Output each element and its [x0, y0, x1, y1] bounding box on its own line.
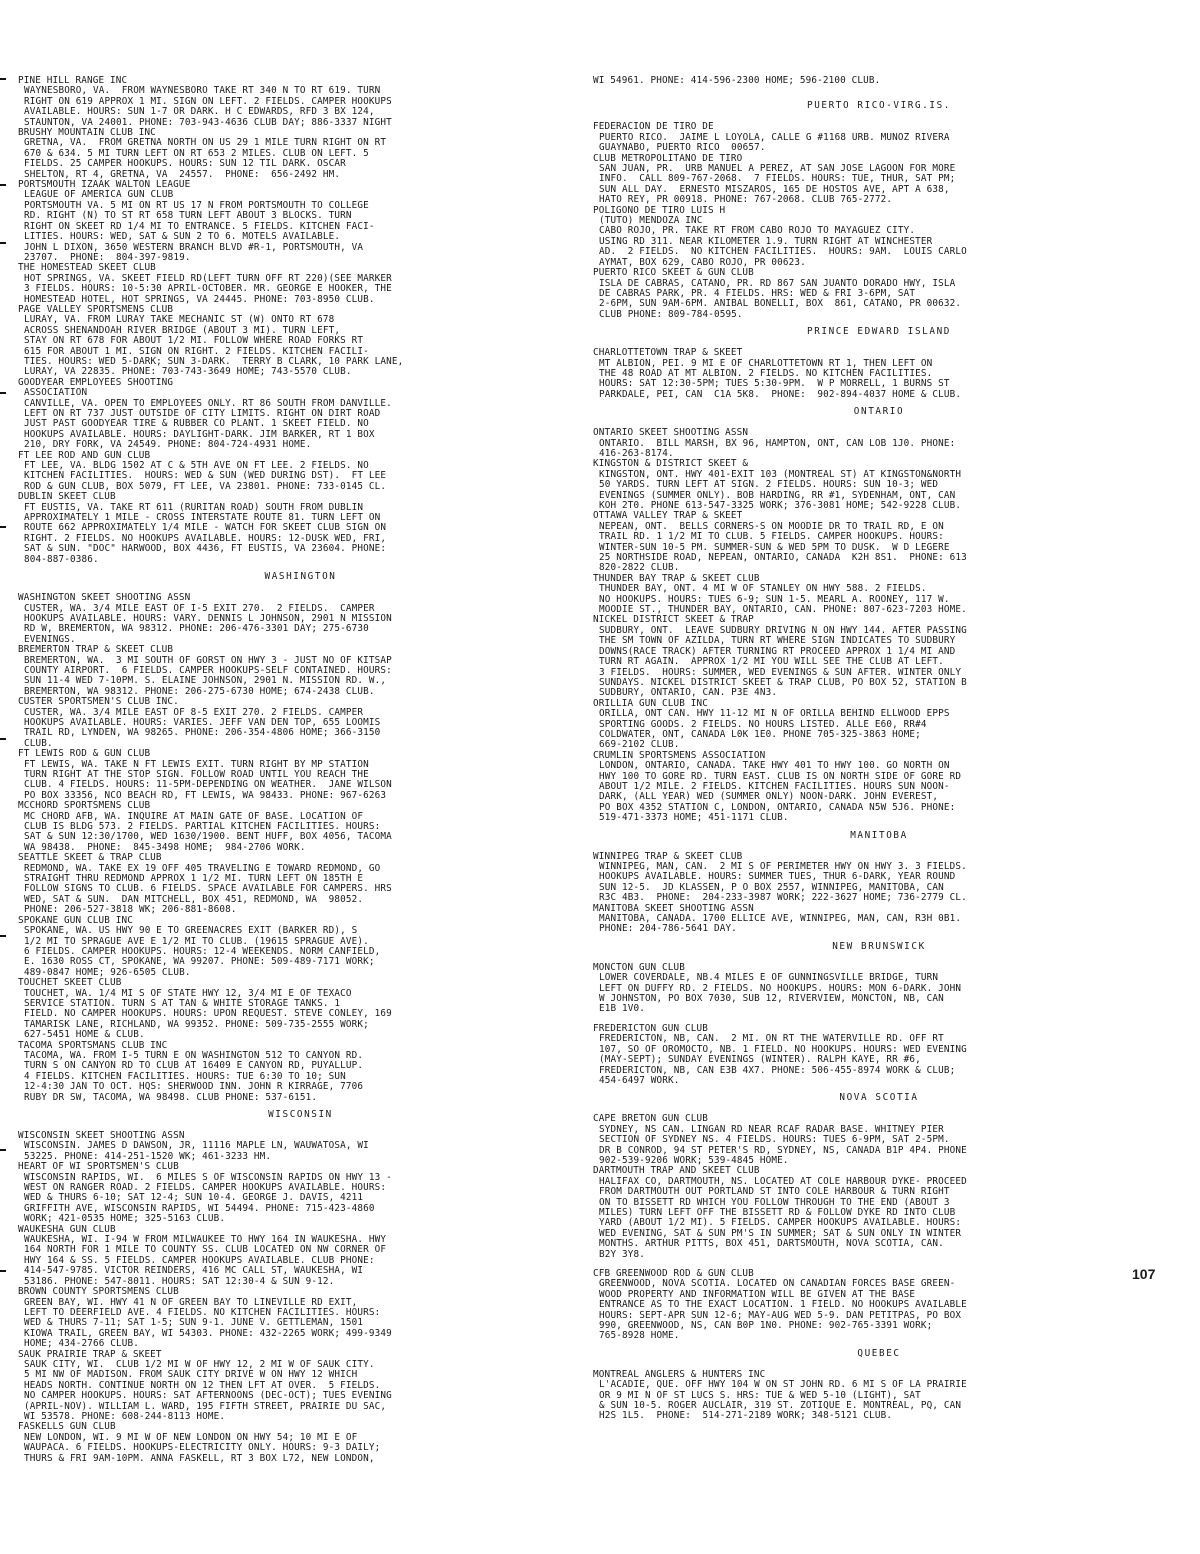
club-details: TACOMA, WA. FROM I-5 TURN E ON WASHINGTON 512 TO CANYON RD. TURN S ON CANYON RD TO CLUB AT 16409 E CANYON RD, PUYALLUP. 4 FIELDS. KITCHEN FACILITIES. HOURS: TUE 6:30 TO 10; SUN 12-4:30 JAN TO OCT. HQS: SHERWOOD INN. JOHN R KIRRAGE, 7706 RUBY DR SW, TACOMA, WA 98498. CLUB PHONE: 537-6151.: [24, 1049, 364, 1103]
club-name: OTTAWA VALLEY TRAP & SKEET: [593, 510, 743, 522]
club-name: SEATTLE SKEET & TRAP CLUB: [18, 852, 162, 864]
club-entry: [593, 268, 1165, 320]
club-name: PAGE VALLEY SPORTSMENS CLUB: [18, 303, 174, 315]
club-entry: [593, 1370, 1165, 1422]
club-name: PORTSMOUTH IZAAK WALTON LEAGUE: [18, 179, 191, 191]
club-name: SAUK PRAIRIE TRAP & SKEET: [18, 1348, 162, 1360]
club-entry: [18, 801, 583, 853]
club-entry: [18, 492, 583, 565]
section-heading: QUEBEC: [857, 1347, 901, 1359]
margin-mark: [0, 392, 6, 394]
margin-mark: [0, 738, 6, 740]
club-name: FT LEE ROD AND GUN CLUB: [18, 449, 151, 461]
club-details: CUSTER, WA. 3/4 MILE EAST OF 8-5 EXIT 270. 2 FIELDS. CAMPER HOOKUPS AVAILABLE. HOURS: VARIES. JEFF VAN DEN TOP, 655 LOOMIS TRAIL RD, LYNDEN, WA 98265. PHONE: 206-354-4806 HOME; 366-3150 CLUB.: [24, 706, 381, 749]
club-entry: [593, 574, 1165, 616]
club-details: MT ALBION, PEI. 9 MI E OF CHARLOTTETOWN RT 1, THEN LEFT ON THE 48 ROAD AT MT ALBION. 2 FIELDS. NO KITCHEN FACILITIES. HOURS: SAT 12:30-5PM; TUES 5:30-9PM. W P MORRELL, 1 BURNS ST PARKDALE, PEI, CAN C1A 5K8. PHONE: 902-894-4037 HOME & CLUB.: [599, 357, 962, 400]
club-name: HEART OF WI SPORTSMEN'S CLUB: [18, 1161, 179, 1173]
club-details: HALIFAX CO, DARTMOUTH, NS. LOCATED AT COLE HARBOUR DYKE- PROCEED FROM DARTMOUTH OUT PORTLAND ST INTO COLE HARBOUR & TURN RIGHT ON TO BISSETT RD WHICH YOU FOLLOW THROUGH TO THE END (ABOUT 3 MILES) TURN LEFT OFF THE BISSETT RD & FOLLOW DYKE RD INTO CLUB YARD (ABOUT 1/2 MI). 5 FIELDS. CAMPER HOOKUPS AVAILABLE. HOURS: WED EVENING, SAT & SUN PM'S IN SUMMER; SAT & SUN ONLY IN WINTER MONTHS. ARTHUR PITTS, BOX 451, DARTSMOUTH, NOVA SCOTIA, CAN. B2Y 3Y8.: [599, 1175, 967, 1260]
left-column: [18, 76, 583, 1464]
section-heading: PRINCE EDWARD ISLAND: [807, 326, 951, 338]
club-entry: [593, 904, 1165, 935]
club-details: ISLA DE CABRAS, CATANO, PR. RD 867 SAN JUANTO DORADO HWY, ISLA DE CABRAS PARK, PR. 4 FIELDS. HRS: WED & FRI 3-6PM, SAT 2-6PM, SUN 9AM-6PM. ANIBAL BONELLI, BOX 861, CATANO, PR 00632. CLUB PHONE: 809-784-0595.: [599, 277, 962, 320]
club-details: GREEN BAY, WI. HWY 41 N OF GREEN BAY TO LINEVILLE RD EXIT, LEFT TO DEERFIELD AVE. 4 FIELDS. NO KITCHEN FACILITIES. HOURS: WED & THURS 7-11; SAT 1-5; SUN 9-1. JUNE V. GETTLEMAN, 1501 KIOWA TRAIL, GREEN BAY, WI 54303. PHONE: 432-2265 WORK; 499-9349 HOME; 434-2766 CLUB.: [24, 1296, 392, 1350]
club-entry: [18, 697, 583, 749]
club-details: ORILLA, ONT CAN. HWY 11-12 MI N OF ORILLA BEHIND ELLWOOD EPPS SPORTING GOODS. 2 FIELDS. NO HOURS LISTED. ALLE E60, RR#4 COLDWATER, ONT, CANADA L0K 1E0. PHONE 705-325-3863 HOME; 669-2102 CLUB.: [599, 708, 950, 751]
club-name: BROWN COUNTY SPORTSMENS CLUB: [18, 1286, 179, 1298]
club-name: PUERTO RICO SKEET & GUN CLUB: [593, 267, 754, 279]
club-details: FT EUSTIS, VA. TAKE RT 611 (RURITAN ROAD) SOUTH FROM DUBLIN APPROXIMATELY 1 MILE - CROSS INTERSTATE ROUTE 81. TURN LEFT ON ROUTE 662 APPROXIMATELY 1/4 MILE - WATCH FOR SKEET CLUB SIGN ON RIGHT. 2 FIELDS. NO HOOKUPS AVAILABLE. HOURS: 12-DUSK WED, FRI, SAT & SUN. "DOC" HARWOOD, BOX 4436, FT EUSTIS, VA 23604. PHONE: 804-887-0386.: [24, 501, 387, 565]
club-name: MCCHORD SPORTSMENS CLUB: [18, 800, 151, 812]
club-details: WAUKESHA, WI. I-94 W FROM MILWAUKEE TO HWY 164 IN WAUKESHA. HWY 164 NORTH FOR 1 MILE TO COUNTY SS. CLUB LOCATED ON NW CORNER OF HWY 164 & SS. 5 FIELDS. CAMPER HOOKUPS AVAILABLE. CLUB PHONE: 414-547-9785. VICTOR REINDERS, 416 MC CALL ST, WAUKESHA, WI 53186. PHONE: 547-8011. HOURS: SAT 12:30-4 & SUN 9-12.: [24, 1234, 387, 1287]
club-entry: [593, 751, 1165, 824]
club-name: FASKELLS GUN CLUB: [18, 1421, 116, 1433]
margin-mark: [0, 78, 6, 80]
margin-mark: [0, 1149, 6, 1151]
club-name: CUSTER SPORTSMEN'S CLUB INC.: [18, 696, 179, 708]
club-name: WASHINGTON SKEET SHOOTING ASSN: [18, 592, 191, 604]
section-heading: NOVA SCOTIA: [839, 1092, 919, 1104]
club-name: WINNIPEG TRAP & SKEET CLUB: [593, 850, 743, 862]
club-details: (TUTO) MENDOZA INC CABO ROJO, PR. TAKE RT FROM CABO ROJO TO MAYAGUEZ CITY. USING RD 311. NEAR KILOMETER 1.9. TURN RIGHT AT WINCHESTER AD. 2 FIELDS. NO KITCHEN FACILITIES. HOURS: 9AM. LOUIS CARLO AYMAT, BOX 629, CABO ROJO, PR 00623.: [599, 215, 967, 268]
club-entry: [593, 511, 1165, 573]
section-heading: WASHINGTON: [264, 571, 337, 583]
club-entry: [18, 916, 583, 978]
section-heading: ONTARIO: [853, 406, 905, 418]
club-details: SUDBURY, ONT. LEAVE SUDBURY DRIVING N ON HWY 144. AFTER PASSING THE SM TOWN OF AZILDA, TURN RT WHERE SIGN INDICATES TO SUDBURY DOWNS(RACE TRACK) AFTER TURNING RT PROCEED APPROX 1 1/4 MI AND TURN RT AGAIN. APPROX 1/2 MI YOU WILL SEE THE CLUB AT LEFT. 3 FIELDS. HOURS: SUMMER, WED EVENINGS & SUN AFTER. WINTER ONLY SUNDAYS. NICKEL DISTRICT SKEET & TRAP CLUB, PO BOX 52, STATION B SUDBURY, ONTARIO, CAN. P3E 4N3.: [599, 624, 967, 699]
club-entry: [18, 593, 583, 645]
club-entry: [18, 378, 583, 451]
club-name: THUNDER BAY TRAP & SKEET CLUB: [593, 572, 760, 584]
club-entry: [593, 615, 1165, 698]
club-entry: [593, 122, 1165, 153]
club-details: MC CHORD AFB, WA. INQUIRE AT MAIN GATE OF BASE. LOCATION OF CLUB IS BLDG 573. 2 FIELDS. PARTIAL KITCHEN FACILITIES. HOURS: SAT & SUN 12:30/1700, WED 1630/1900. BENT HUFF, BOX 4056, TACOMA WA 98438. PHONE: 845-3498 HOME; 984-2706 WORK.: [24, 810, 392, 853]
club-entry: [18, 451, 583, 493]
club-name: DUBLIN SKEET CLUB: [18, 491, 116, 503]
club-name: CHARLOTTETOWN TRAP & SKEET: [593, 347, 743, 359]
club-name: CAPE BRETON GUN CLUB: [593, 1113, 708, 1125]
club-entry: [593, 852, 1165, 904]
club-details: WAYNESBORO, VA. FROM WAYNESBORO TAKE RT 340 N TO RT 619. TURN RIGHT ON 619 APPROX 1 MI. SIGN ON LEFT. 2 FIELDS. CAMPER HOOKUPS AVAILABLE. HOURS: SUN 1-7 OR DARK. H C EDWARDS, RFD 3 BX 124, STAUNTON, VA 24001. PHONE: 703-943-4636 CLUB DAY; 886-3337 NIGHT: [24, 85, 392, 128]
margin-mark: [0, 526, 6, 528]
section-heading: PUERTO RICO-VIRG.IS.: [807, 100, 951, 112]
club-details: SYDNEY, NS CAN. LINGAN RD NEAR RCAF RADAR BASE. WHITNEY PIER SECTION OF SYDNEY NS. 4 FIELDS. HOURS: TUES 6-9PM, SAT 2-5PM. DR B CONROD, 94 ST PETER'S RD, SYDNEY, NS, CANADA B1P 4P4. PHONE 902-539-9206 WORK; 539-4845 HOME.: [599, 1123, 967, 1166]
club-details: GREENWOOD, NOVA SCOTIA. LOCATED ON CANADIAN FORCES BASE GREEN- WOOD PROPERTY AND INFORMATION WILL BE GIVEN AT THE BASE ENTRANCE AS TO THE EXACT LOCATION. 1 FIELD. NO HOOKUPS AVAILABLE HOURS: SEPT-APR SUN 12-6; MAY-AUG WED 5-9. DAN PETITPAS, PO BOX 990, GREENWOOD, NS, CAN B0P 1N0. PHONE: 902-765-3391 WORK; 765-8928 HOME.: [599, 1278, 967, 1342]
club-details: REDMOND, WA. TAKE EX 19 OFF 405 TRAVELING E TOWARD REDMOND, GO STRAIGHT THRU REDMOND APPROX 1 1/2 MI. TURN LEFT ON 185TH E FOLLOW SIGNS TO CLUB. 6 FIELDS. SPACE AVAILABLE FOR CAMPERS. HRS WED, SAT & SUN. DAN MITCHELL, BOX 451, REDMOND, WA 98052. PHONE: 206-527-3818 WK; 206-881-8608.: [24, 862, 392, 916]
margin-mark: [0, 184, 6, 186]
club-entry: [18, 1041, 583, 1103]
club-name: BREMERTON TRAP & SKEET CLUB: [18, 644, 174, 656]
club-name: WISCONSIN SKEET SHOOTING ASSN: [18, 1130, 185, 1141]
section-heading: WISCONSIN: [268, 1109, 333, 1120]
club-details: TOUCHET, WA. 1/4 MI S OF STATE HWY 12, 3/4 MI E OF TEXACO SERVICE STATION. TURN S AT TAN & WHITE STORAGE TANKS. 1 FIELD. NO CAMPER HOOKUPS. HOURS: UPON REQUEST. STEVE CONLEY, 169 TAMARISK LANE, RICHLAND, WA 99352. PHONE: 509-735-2555 WORK; 627-5451 HOME & CLUB.: [24, 987, 392, 1041]
margin-mark: [0, 1270, 6, 1272]
club-details: CUSTER, WA. 3/4 MILE EAST OF I-5 EXIT 270. 2 FIELDS. CAMPER HOOKUPS AVAILABLE. HOURS: VARY. DENNIS L JOHNSON, 2901 N MISSION RD W, BREMERTON, WA 98312. PHONE: 206-476-3301 DAY; 275-6730 EVENINGS.: [24, 602, 392, 645]
club-name: FREDERICTON GUN CLUB: [593, 1022, 708, 1034]
club-entry: [18, 1225, 583, 1287]
club-entry: [593, 1114, 1165, 1166]
club-entry: [18, 1287, 583, 1349]
club-entry: [18, 128, 583, 180]
club-entry: [18, 1162, 583, 1224]
club-details: FT LEE, VA. BLDG 1502 AT C & 5TH AVE ON FT LEE. 2 FIELDS. NO KITCHEN FACILITIES. HOURS: WED & SUN (WED DURING DST). FT LEE ROD & GUN CLUB, BOX 5079, FT LEE, VA 23801. PHONE: 733-0145 CL.: [24, 460, 387, 492]
club-details: KINGSTON, ONT. HWY 401-EXIT 103 (MONTREAL ST) AT KINGSTON&NORTH 50 YARDS. TURN LEFT AT SIGN. 2 FIELDS. HOURS: SUN 10-3; WED EVENINGS (SUMMER ONLY). BOB HARDING, RR #1, SYDENHAM, ONT, CAN KOH 2T0. PHONE 613-547-3325 WORK; 376-3081 HOME; 542-9228 CLUB.: [599, 468, 962, 511]
club-details: SAN JUAN, PR. URB MANUEL A PEREZ, AT SAN JOSE LAGOON FOR MORE INFO. CALL 809-767-2068. 7 FIELDS. HOURS: TUE, THUR, SAT PM; SUN ALL DAY. ERNESTO MISZAROS, 165 DE HOSTOS AVE, APT A 638, HATO REY, PR 00918. PHONE: 767-2068. CLUB 765-2772.: [599, 163, 956, 206]
margin-mark: [0, 242, 6, 244]
club-name: GOODYEAR EMPLOYEES SHOOTING: [18, 376, 174, 388]
club-name: MONTREAL ANGLERS & HUNTERS INC: [593, 1368, 766, 1380]
club-details: BREMERTON, WA. 3 MI SOUTH OF GORST ON HWY 3 - JUST NO OF KITSAP COUNTY AIRPORT. 6 FIELDS. CAMPER HOOKUPS-SELF CONTAINED. HOURS: SUN 11-4 WED 7-10PM. S. ELAINE JOHNSON, 2901 N. MISSION RD. W., BREMERTON, WA 98312. PHONE: 206-275-6730 HOME; 674-2438 CLUB.: [24, 654, 392, 697]
club-name: SPOKANE GUN CLUB INC: [18, 914, 133, 926]
club-details: WINNIPEG, MAN, CAN. 2 MI S OF PERIMETER HWY ON HWY 3. 3 FIELDS. HOOKUPS AVAILABLE. HOURS: SUMMER TUES, THUR 6-DARK, YEAR ROUND SUN 12-5. JD KLASSEN, P O BOX 2557, WINNIPEG, MANITOBA, CAN R3C 4B3. PHONE: 204-233-3987 WORK; 222-3627 HOME; 736-2779 CL.: [599, 861, 967, 904]
club-entry: [593, 154, 1165, 206]
club-name: KINGSTON & DISTRICT SKEET &: [593, 458, 749, 470]
club-entry: [18, 853, 583, 915]
section-heading: MANITOBA: [850, 829, 908, 841]
club-name: POLIGONO DE TIRO LUIS H: [593, 204, 726, 216]
club-details: NEW LONDON, WI. 9 MI W OF NEW LONDON ON HWY 54; 10 MI E OF WAUPACA. 6 FIELDS. HOOKUPS-ELECTRICITY ONLY. HOURS: 9-3 DAILY; THURS & FRI 9AM-10PM. ANNA FASKELL, RT 3 BOX L72, NEW LONDON,: [24, 1431, 381, 1464]
club-entry: [18, 978, 583, 1040]
club-entry: [593, 1024, 1165, 1086]
club-details: NEPEAN, ONT. BELLS CORNERS-S ON MOODIE DR TO TRAIL RD, E ON TRAIL RD. 1 1/2 MI TO CLUB. 5 FIELDS. CAMPER HOOKUPS. HOURS: WINTER-SUN 10-5 PM. SUMMER-SUN & WED 5PM TO DUSK. W D LEGERE 25 NORTHSIDE ROAD, NEPEAN, ONTARIO, CANADA K2H 8S1. PHONE: 613 820-2822 CLUB.: [599, 520, 967, 574]
club-details: WISCONSIN RAPIDS, WI. 6 MILES S OF WISCONSIN RAPIDS ON HWY 13 - WEST ON RANGER ROAD. 2 FIELDS. CAMPER HOOKUPS AVAILABLE. HOURS: WED & THURS 6-10; SAT 12-4; SUN 10-4. GEORGE J. DAVIS, 4211 GRIFFITH AVE, WISCONSIN RAPIDS, WI 54494. PHONE: 715-423-4860 WORK; 421-0535 HOME; 325-5163 CLUB.: [24, 1171, 392, 1225]
club-entry: [593, 428, 1165, 459]
club-details: HOT SPRINGS, VA. SKEET FIELD RD(LEFT TURN OFF RT 220)(SEE MARKER 3 FIELDS. HOURS: 10-5:30 APRIL-OCTOBER. MR. GEORGE E HOOKER, THE HOMESTEAD HOTEL, HOT SPRINGS, VA 24445. PHONE: 703-8950 CLUB.: [24, 272, 392, 305]
club-name: CLUB METROPOLITANO DE TIRO: [593, 152, 743, 164]
club-entry: [18, 1422, 583, 1464]
club-details: GRETNA, VA. FROM GRETNA NORTH ON US 29 1 MILE TURN RIGHT ON RT 670 & 634. 5 MI TURN LEFT ON RT 653 2 MILES. CLUB ON LEFT. 5 FIELDS. 25 CAMPER HOOKUPS. HOURS: SUN 12 TIL DARK. OSCAR SHELTON, RT 4, GRETNA, VA 24557. PHONE: 656-2492 HM.: [24, 137, 387, 180]
club-name: TOUCHET SKEET CLUB: [18, 977, 122, 989]
club-entry: [593, 459, 1165, 511]
club-details: LONDON, ONTARIO, CANADA. TAKE HWY 401 TO HWY 100. GO NORTH ON HWY 100 TO GORE RD. TURN EAST. CLUB IS ON NORTH SIDE OF GORE RD ABOUT 1/2 MILE. 2 FIELDS. KITCHEN FACILITIES. HOURS SUN NOON- DARK, (ALL YEAR) WED (SUMMER ONLY) NOON-DARK. JOHN EVEREST, PO BOX 4352 STATION C, LONDON, ONTARIO, CANADA N5W 5J6. PHONE: 519-471-3373 HOME; 451-1171 CLUB.: [599, 760, 962, 824]
club-name: CRUMLIN SPORTSMENS ASSOCIATION: [593, 749, 766, 761]
club-details: SPOKANE, WA. US HWY 90 E TO GREENACRES EXIT (BARKER RD), S 1/2 MI TO SPRAGUE AVE E 1/2 MI TO CLUB. (19615 SPRAGUE AVE). 6 FIELDS. CAMPER HOOKUPS. HOURS: 12-4 WEEKENDS. NORM CANFIELD, E. 1630 ROSS CT, SPOKANE, WA 99207. PHONE: 509-489-7171 WORK; 489-0847 HOME; 926-6505 CLUB.: [24, 925, 381, 978]
club-name: FEDERACION DE TIRO DE: [593, 121, 714, 133]
club-name: PINE HILL RANGE INC: [18, 75, 128, 86]
club-details: LOWER COVERDALE, NB.4 MILES E OF GUNNINGSVILLE BRIDGE, TURN LEFT ON DUFFY RD. 2 FIELDS. NO HOOKUPS. HOURS: MON 6-DARK. JOHN W JOHNSTON, PO BOX 7030, SUB 12, RIVERVIEW, MONCTON, NB, CAN E1B 1V0.: [599, 972, 962, 1015]
club-name: CFB GREENWOOD ROD & GUN CLUB: [593, 1268, 754, 1279]
club-details: MANITOBA, CANADA. 1700 ELLICE AVE, WINNIPEG, MAN, CAN, R3H 0B1. PHONE: 204-786-5641 DAY.: [599, 913, 962, 935]
club-name: BRUSHY MOUNTAIN CLUB INC: [18, 127, 156, 139]
club-entry: [593, 1166, 1165, 1260]
club-name: ORILLIA GUN CLUB INC: [593, 697, 708, 709]
club-details: FREDERICTON, NB, CAN. 2 MI. ON RT THE WATERVILLE RD. OFF RT 107, SO OF OROMOCTO, NB. 1 FIELD. NO HOOKUPS. HOURS: WED EVENING (MAY-SEPT); SUNDAY EVENINGS (WINTER). RALPH KAYE, RR #6, FREDERICTON, NB, CAN E3B 4X7. PHONE: 506-455-8974 WORK & CLUB; 454-6497 WORK.: [599, 1033, 967, 1086]
club-entry: [18, 749, 583, 801]
club-entry: [18, 645, 583, 697]
club-entry: [18, 305, 583, 378]
club-details: SAUK CITY, WI. CLUB 1/2 MI W OF HWY 12, 2 MI W OF SAUK CITY. 5 MI NW OF MADISON. FROM SAUK CITY DRIVE W ON HWY 12 WHICH HEADS NORTH. CONTINUE NORTH ON 12 THEN LFT AT OVER. 5 FIELDS. NO CAMPER HOOKUPS. HOURS: SAT AFTERNOONS (DEC-OCT); TUES EVENING (APRIL-NOV). WILLIAM L. WARD, 195 FIFTH STREET, PRAIRIE DU SAC, WI 53578. PHONE: 608-244-8113 HOME.: [24, 1358, 392, 1422]
margin-mark: [0, 935, 6, 937]
club-entry: [593, 1269, 1165, 1342]
club-name: ONTARIO SKEET SHOOTING ASSN: [593, 427, 749, 439]
club-details: THUNDER BAY, ONT. 4 MI W OF STANLEY ON HWY 588. 2 FIELDS. NO HOOKUPS. HOURS: TUES 6-9; SUN 1-5. MEARL A. ROONEY, 117 W. MOODIE ST., THUNDER BAY, ONTARIO, CAN. PHONE: 807-623-7203 HOME.: [599, 583, 967, 616]
continued-entry-text: WI 54961. PHONE: 414-596-2300 HOME; 596-2100 CLUB.: [593, 75, 881, 86]
club-entry: [593, 206, 1165, 268]
club-entry: [593, 348, 1165, 400]
club-entry: [593, 963, 1165, 1015]
club-entry: [18, 180, 583, 263]
club-entry: [18, 1350, 583, 1423]
section-heading: NEW BRUNSWICK: [832, 940, 926, 952]
club-details: ONTARIO. BILL MARSH, BX 96, HAMPTON, ONT, CAN LOB 1J0. PHONE: 416-263-8174.: [599, 437, 956, 459]
club-entry: [18, 263, 583, 305]
club-name: MONCTON GUN CLUB: [593, 961, 685, 973]
club-name: FT LEWIS ROD & GUN CLUB: [18, 748, 151, 760]
club-details: PUERTO RICO. JAIME L LOYOLA, CALLE G #1168 URB. MUNOZ RIVERA GUAYNABO, PUERTO RICO 00657.: [599, 131, 950, 154]
club-name: TACOMA SPORTSMANS CLUB INC: [18, 1039, 168, 1051]
club-details: WISCONSIN. JAMES D DAWSON, JR, 11116 MAPLE LN, WAUWATOSA, WI 53225. PHONE: 414-251-1520 WK; 461-3233 HM.: [24, 1140, 369, 1162]
club-entry: [18, 76, 583, 128]
club-name: DARTMOUTH TRAP AND SKEET CLUB: [593, 1165, 760, 1177]
page-number: 107: [1132, 1266, 1156, 1282]
club-details: LEAGUE OF AMERICA GUN CLUB PORTSMOUTH VA. 5 MI ON RT US 17 N FROM PORTSMOUTH TO COLLEGE RD. RIGHT (N) TO ST RT 658 TURN LEFT ABOUT 3 BLOCKS. TURN RIGHT ON SKEET RD 1/4 MI TO ENTRANCE. 5 FIELDS. KITCHEN FACI- LITIES. HOURS: WED, SAT & SUN 2 TO 6. MOTELS AVAILABLE. JOHN L DIXON, 3650 WESTERN BRANCH BLVD #R-1, PORTSMOUTH, VA 23707. PHONE: 804-397-9819.: [24, 189, 375, 263]
club-name: WAUKESHA GUN CLUB: [18, 1223, 116, 1235]
club-details: ASSOCIATION CANVILLE, VA. OPEN TO EMPLOYEES ONLY. RT 86 SOUTH FROM DANVILLE. LEFT ON RT 737 JUST OUTSIDE OF CITY LIMITS. RIGHT ON DIRT ROAD JUST PAST GOODYEAR TIRE & RUBBER CO PLANT. 1 SKEET FIELD. NO HOOKUPS AVAILABLE. HOURS: DAYLIGHT-DARK. JIM BARKER, RT 1 BOX 210, DRY FORK, VA 24549. PHONE: 804-724-4931 HOME.: [24, 387, 392, 451]
club-entry: [593, 699, 1165, 751]
club-details: FT LEWIS, WA. TAKE N FT LEWIS EXIT. TURN RIGHT BY MP STATION TURN RIGHT AT THE STOP SIGN. FOLLOW ROAD UNTIL YOU REACH THE CLUB. 4 FIELDS. HOURS: 11-5PM-DEPENDING ON WEATHER. JANE WILSON PO BOX 33356, NCO BEACH RD, FT LEWIS, WA 98433. PHONE: 967-6263: [24, 758, 392, 801]
club-details: LURAY, VA. FROM LURAY TAKE MECHANIC ST (W) ONTO RT 678 ACROSS SHENANDOAH RIVER BRIDGE (ABOUT 3 MI). TURN LEFT, STAY ON RT 678 FOR ABOUT 1/2 MI. FOLLOW WHERE ROAD FORKS RT 615 FOR ABOUT 1 MI. SIGN ON RIGHT. 2 FIELDS. KITCHEN FACILI- TIES. HOURS: WED 5-DARK; SUN 3-DARK. TERRY B CLARK, 10 PARK LANE, LURAY, VA 22835. PHONE: 703-743-3649 HOME; 743-5570 CLUB.: [24, 314, 404, 378]
club-details: L'ACADIE, QUE. OFF HWY 104 W ON ST JOHN RD. 6 MI S OF LA PRAIRIE OR 9 MI N OF ST LUCS S. HRS: TUE & WED 5-10 (LIGHT), SAT & SUN 10-5. ROGER AUCLAIR, 319 ST. ZOTIQUE E. MONTREAL, PQ, CAN H2S 1L5. PHONE: 514-271-2189 WORK; 348-5121 CLUB.: [599, 1379, 967, 1422]
club-name: THE HOMESTEAD SKEET CLUB: [18, 262, 156, 274]
club-entry: [18, 1131, 583, 1162]
right-column: [593, 76, 1165, 1422]
club-name: MANITOBA SKEET SHOOTING ASSN: [593, 902, 754, 914]
club-name: NICKEL DISTRICT SKEET & TRAP: [593, 614, 754, 626]
